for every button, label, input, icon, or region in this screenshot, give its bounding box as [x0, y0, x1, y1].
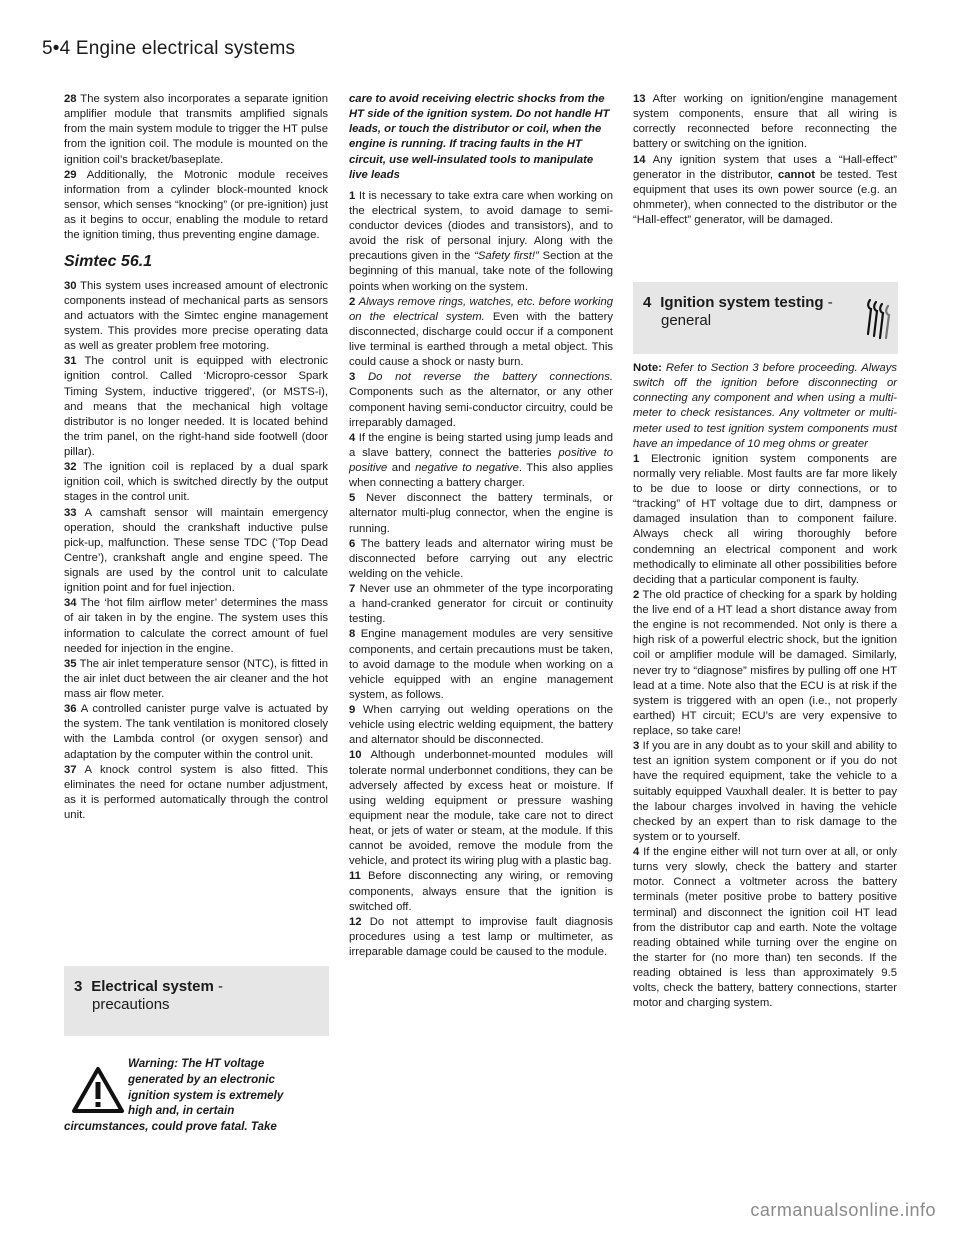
paragraph-4: 4 If the engine is being started using jump leads and a slave battery, connect the batteries positive to positive and negative to negative. This also applies when connecting a battery charger. — [349, 431, 614, 490]
testing-paragraph-2: 2 The old practice of checking for a spark by holding the live end of a HT lead a short distance away from the engine is not recommended. Not only is there a high risk of a powerful electric shock, but the ignition coil or amplifier module will be damaged. Similarly, never try to “diagnose” misfires by pulling off one HT lead at a time. Note also that the ECU is at risk if the system is triggered with an open (i.e., not properly earthed) HT circuit; ECU’s are very expensive to replace, so take care! — [633, 588, 897, 737]
paragraph-13: 13 After working on ignition/engine management system components, ensure that all wiring is correctly reconnected before reconnecting the battery or switching on the ignition. — [633, 93, 897, 151]
paragraph-28: 28 The system also incorporates a separate ignition amplifier module that transmits amplified signals from the main system module to trigger the HT pulse from the ignition coil. The module is mounted on the ignition coil’s bracket/baseplate. — [64, 93, 328, 166]
paragraph-33: 33 A camshaft sensor will maintain emergency operation, should the crankshaft inductive pulse pick-up, malfunction. These sense TDC (‘Top Dead Centre’), crankshaft angle and engine speed. The signals are used by the control unit to calculate ignition point and for fuel injection. — [64, 506, 329, 595]
section-3-heading: 3 Electrical system - precautions — [64, 966, 329, 1036]
paragraph-14: 14 Any ignition system that uses a “Hall-effect” generator in the distributor, cannot be tested. Test equipment that uses its own power source (e.g. an ohmmeter), when connected to the distributor or the “Hall-effect” generator, will be damaged. — [633, 153, 897, 226]
paragraph-32: 32 The ignition coil is replaced by a dual spark ignition coil, which is switched directly by the output stages in the control unit. — [64, 461, 329, 504]
paragraph-35: 35 The air inlet temperature sensor (NTC), is fitted in the air inlet duct between the air cleaner and the hot mass air flow meter. — [64, 657, 328, 701]
paragraph-11: 11 Before disconnecting any wiring, or removing components, always ensure that the ignition is switched off. — [349, 870, 613, 913]
warning-continued: care to avoid receiving electric shocks from the HT side of the ignition system. Do not handle HT leads, or touch the distributor or coil, when the engine is running. If tracing faults in the HT circuit, use well-insulated tools to manipulate live leads — [349, 93, 610, 181]
column-1 — [64, 92, 328, 823]
page-header: 5•4 Engine electrical systems — [42, 38, 296, 59]
testing-paragraph-1: 1 Electronic ignition system components are normally very reliable. Most faults are far more likely to be due to loose or dirty connections, or to “tracking” of HT voltage due to dirt, dampness or damaged insulation than to component failure. Always check all wiring thoroughly before condemning an electrical component and work methodically to eliminate all other possibilities before deciding that a particular component is faulty. — [633, 452, 897, 586]
paragraph-2: 2 Always remove rings, watches, etc. before working on the electrical system. Even with the battery disconnected, discharge could occur if a component live terminal is earthed through a metal object. This could cause a shock or nasty burn. — [349, 295, 614, 369]
testing-paragraph-4: 4 If the engine either will not turn over at all, or only turns very slowly, check the battery and starter motor. Connect a voltmeter across the battery terminals (meter positive probe to battery positive terminal) and disconnect the ignition coil HT lead from the distributor cap and earth. Note the voltage reading obtained while turning over the engine on the starter for (no more than) ten seconds. If the reading obtained is less than approximately 9.5 volts, check the battery, battery connections, starter motor and charging system. — [633, 846, 898, 1010]
warning-text: Warning: The HT voltage generated by an electronic ignition system is extremely high and, in certain circumstances, could prove fatal. Take — [64, 1057, 284, 1134]
footer-watermark[interactable]: carmanualsonline.info — [750, 1200, 936, 1220]
paragraph-5: 5 Never disconnect the battery terminals, or alternator multi-plug connector, when the engine is running. — [349, 492, 613, 535]
paragraph-37: 37 A knock control system is also fitted. This eliminates the need for octane number adjustment, as it is performed automatically through the control unit. — [64, 763, 329, 822]
paragraph-9: 9 When carrying out welding operations on the vehicle using electric welding equipment, the battery and alternator should be disconnected. — [349, 704, 614, 747]
paragraph-34: 34 The ‘hot film airflow meter’ determines the mass of air taken in by the engine. The system uses this information to calculate the correct amount of fuel needed for injection in the engine. — [64, 597, 329, 655]
paragraph-10: 10 Although underbonnet-mounted modules will tolerate normal underbonnet conditions, they can be adversely affected by excess heat or moisture. If using welding equipment or pressure washing equipment near the module, take care not to direct heat, or jets of water or steam, at the module. If this cannot be avoided, remove the module from the vehicle, and protect its wiring plug with a plastic bag. — [349, 749, 614, 868]
note-paragraph: Note: Refer to Section 3 before proceeding. Always switch off the ignition before disconnecting or connecting any component and when using a multi-meter to check resistances. Any voltmeter or multi-meter used to test ignition system components must have an impedance of 10 meg ohms or greater — [633, 362, 898, 450]
paragraph-3: 3 Do not reverse the battery connections. Components such as the alternator, or any other component having semi-conductor circuitry, could be irreparably damaged. — [349, 371, 613, 429]
paragraph-36: 36 A controlled canister purge valve is actuated by the system. The tank ventilation is monitored closely with the Lambda control (or oxygen sensor) and adaptation by the computer within the control unit. — [64, 703, 329, 761]
paragraph-29: 29 Additionally, the Motronic module receives information from a cylinder block-mounted knock sensor, which senses “knocking” (or pre-ignition) just as it begins to occur, enabling the module to retard the ignition timing, thus preventing engine damage. — [64, 168, 328, 242]
column-2 — [349, 92, 613, 960]
difficulty-rating-icon — [865, 296, 893, 340]
paragraph-30: 30 This system uses increased amount of electronic components instead of mechanical parts as sensors and actuators with the Simtec engine management system. This provides more precise operating data as well as greater problem free motoring. — [64, 279, 328, 353]
testing-paragraph-3: 3 If you are in any doubt as to your skill and ability to test an ignition system component or if you do not have the required equipment, take the vehicle to a suitably equipped Vauxhall dealer. It is better to pay the labour charges involved in having the vehicle checked by an expert than to risk damage to the system or to yourself. — [633, 740, 897, 843]
paragraph-7: 7 Never use an ohmmeter of the type incorporating a hand-cranked generator for circuit or continuity testing. — [349, 583, 614, 626]
paragraph-6: 6 The battery leads and alternator wiring must be disconnected before carrying out any electric welding on the vehicle. — [349, 537, 614, 580]
subheading-simtec: Simtec 56.1 — [64, 253, 153, 271]
section-4-heading: 4 Ignition system testing - general — [633, 282, 898, 354]
paragraph-1: 1 It is necessary to take extra care when working on the electrical system, to avoid damage to semi-conductor devices (diodes and transistors), and to avoid the risk of personal injury. Along with the precautions given in the “Safety first!” Section at the beginning of this manual, take note of the following points when working on the system. — [349, 189, 613, 293]
column-3-top — [633, 92, 897, 228]
paragraph-12: 12 Do not attempt to improvise fault diagnosis procedures using a test lamp or multimeter, as irreparable damage could be caused to the module. — [349, 915, 613, 958]
paragraph-8: 8 Engine management modules are very sensitive components, and certain precautions must be taken, to avoid damage to the module when working on a vehicle equipped with an engine management system, as follows. — [349, 628, 614, 701]
paragraph-31: 31 The control unit is equipped with electronic ignition control. Called ‘Micropro-cessor Spark Timing System, inductive triggered’, (or MSTS-i), and means that the mechanical high voltage distributor is no longer needed. It is located behind the trim panel, on the right-hand side footwell (door pillar). — [64, 355, 328, 459]
column-3-bottom — [633, 361, 897, 1011]
